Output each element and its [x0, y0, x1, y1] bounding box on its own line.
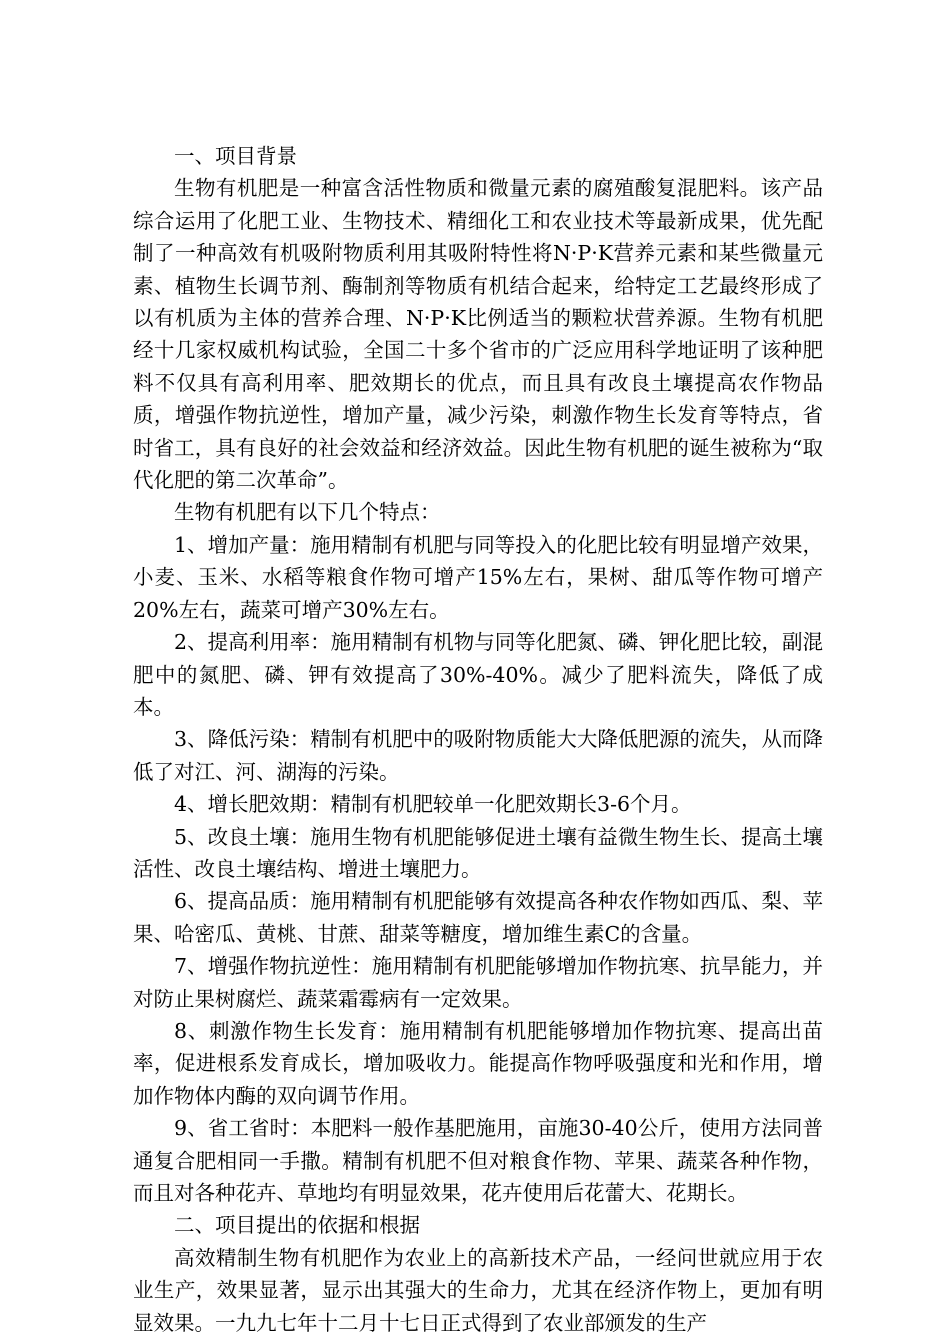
paragraph-features-lead: 生物有机肥有以下几个特点： [174, 500, 441, 525]
feature-item-4: 4、增长肥效期：精制有机肥较单一化肥效期长3-6个月。 [174, 792, 692, 817]
feature-item-6: 6、提高品质：施用精制有机肥能够有效提高各种农作物如西瓜、梨、苹果、哈密瓜、黄桃、甘蔗、甜菜等糖度，增加维生素C的含量。 [133, 889, 823, 946]
feature-item-1: 1、增加产量：施用精制有机肥与同等投入的化肥比较有明显增产效果，小麦、玉米、水稻等粮食作物可增产15%左右，果树、甜瓜等作物可增产20%左右，蔬菜可增产30%左右。 [133, 532, 823, 622]
feature-item-2: 2、提高利用率：施用精制有机物与同等化肥氮、磷、钾化肥比较，副混肥中的氮肥、磷、钾有效提高了30%-40%。减少了肥料流失，降低了成本。 [133, 630, 823, 719]
section-heading-basis: 二、项目提出的依据和根据 [174, 1213, 420, 1238]
paragraph-intro: 生物有机肥是一种富含活性物质和微量元素的腐殖酸复混肥料。该产品综合运用了化肥工业、生物技术、精细化工和农业技术等最新成果，优先配制了一种高效有机吸附物质利用其吸附特性将N·P·K营养元素和某些微量元素、植物生长调节剂、酶制剂等物质有机结合起来，给特定工艺最终形成了以有机质为主体的营养合理、N·P·K比例适当的颗粒状营养源。生物有机肥经十几家权威机构试验，全国二十多个省市的广泛应用科学地证明了该种肥料不仅具有高利用率、肥效期长的优点，而且具有改良土壤提高农作物品质，增强作物抗逆性，增加产量，减少污染，刺激作物生长发育等特点，省时省工，具有良好的社会效益和经济效益。因此生物有机肥的诞生被称为“取代化肥的第二次革命”。 [133, 176, 823, 493]
document-body [133, 140, 823, 1339]
paragraph-basis: 高效精制生物有机肥作为农业上的高新技术产品，一经问世就应用于农业生产，效果显著，显示出其强大的生命力，尤其在经济作物上，更加有明显效果。一九九七年十二月十七日正式得到了农业部颁发的生产 [133, 1245, 823, 1335]
feature-item-9: 9、省工省时：本肥料一般作基肥施用，亩施30-40公斤，使用方法同普通复合肥相同一手撒。精制有机肥不但对粮食作物、苹果、蔬菜各种作物，而且对各种花卉、草地均有明显效果，花卉使用后花蕾大、花期长。 [133, 1116, 823, 1205]
feature-item-3: 3、降低污染：精制有机肥中的吸附物质能大大降低肥源的流失，从而降低了对江、河、湖海的污染。 [133, 727, 823, 784]
feature-item-8: 8、刺激作物生长发育：施用精制有机肥能够增加作物抗寒、提高出苗率，促进根系发育成长，增加吸收力。能提高作物呼吸强度和光和作用，增加作物体内酶的双向调节作用。 [133, 1018, 823, 1108]
section-heading-background: 一、项目背景 [174, 144, 297, 168]
feature-item-7: 7、增强作物抗逆性：施用精制有机肥能够增加作物抗寒、抗旱能力，并对防止果树腐烂、蔬菜霜霉病有一定效果。 [133, 954, 823, 1011]
feature-item-5: 5、改良土壤：施用生物有机肥能够促进土壤有益微生物生长、提高土壤活性、改良土壤结构、增进土壤肥力。 [133, 824, 823, 881]
